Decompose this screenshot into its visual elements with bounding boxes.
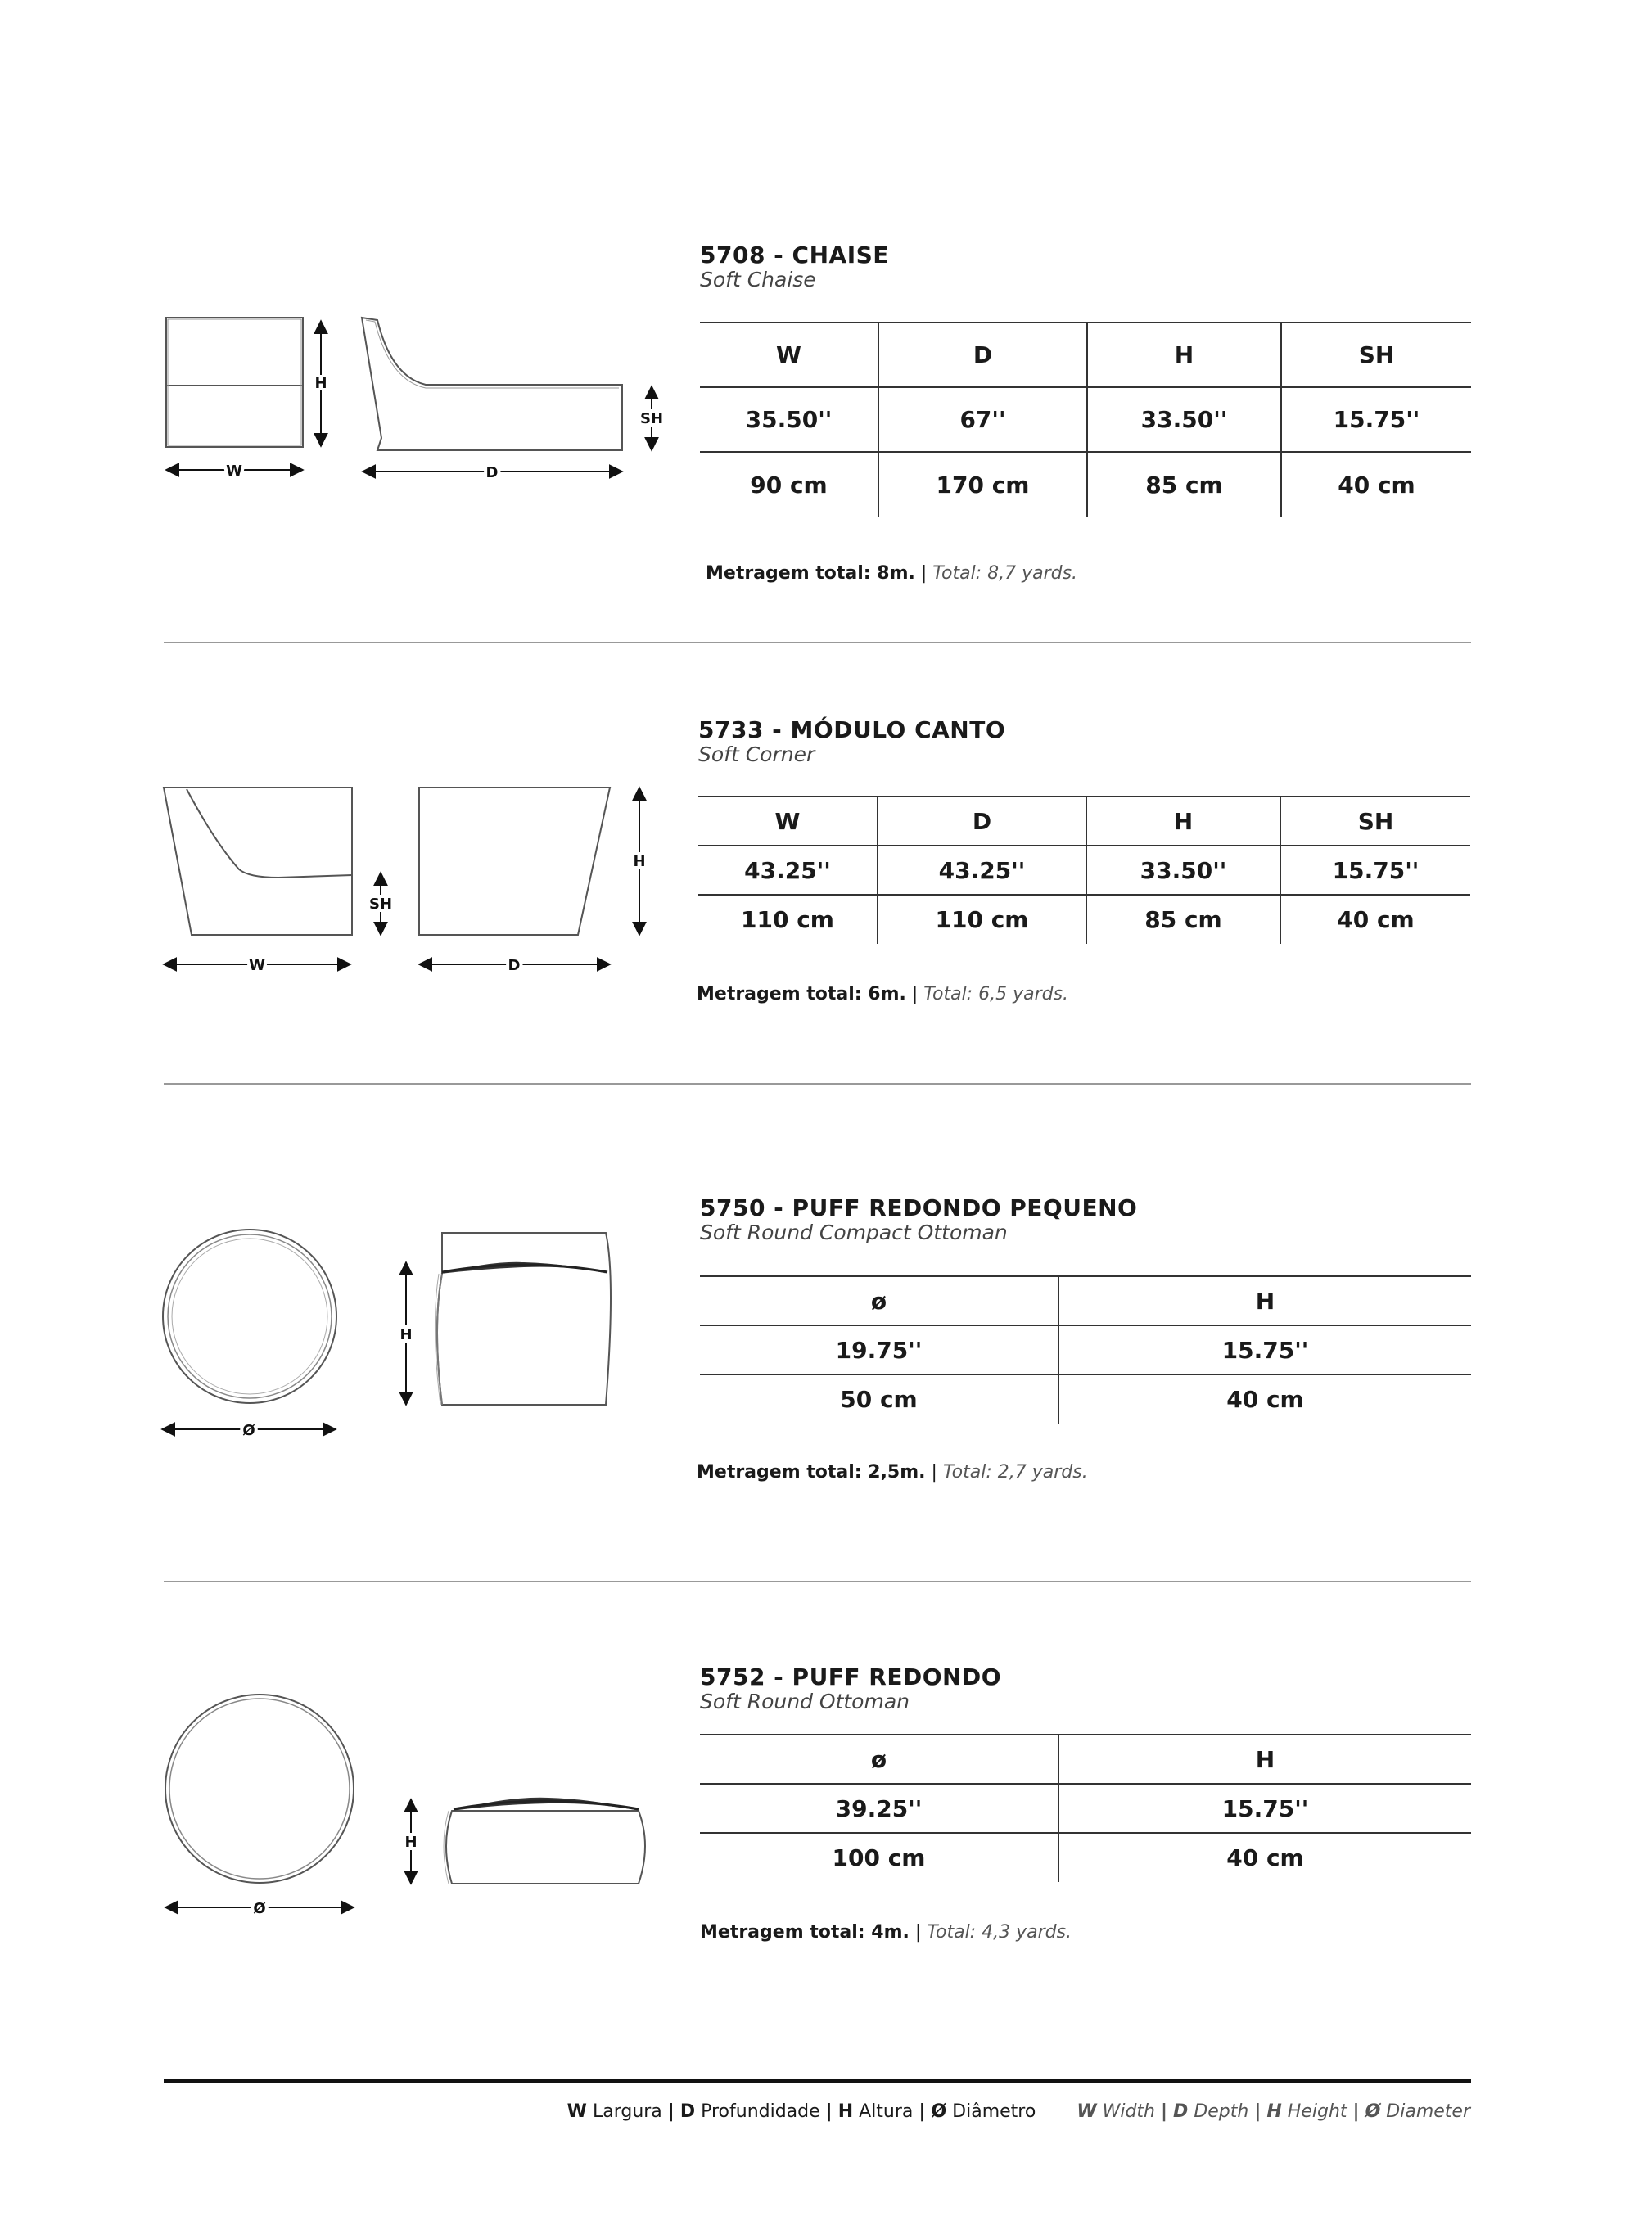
table-cell: 35.50'' — [700, 387, 878, 452]
small-puff-subtitle: Soft Round Compact Ottoman — [700, 1221, 1008, 1244]
table-cell: 33.50'' — [1086, 846, 1280, 895]
table-cell: 19.75'' — [700, 1325, 1058, 1374]
chaise-header-d: D — [878, 323, 1087, 387]
table-cell: 85 cm — [1087, 452, 1281, 517]
footer-legend-en — [1077, 2101, 1470, 2122]
chaise-row-inches — [700, 387, 1471, 452]
small-puff-side-view — [435, 1233, 611, 1405]
note-separator: | — [914, 1922, 922, 1943]
note-separator: | — [931, 1462, 937, 1483]
table-cell: 39.25'' — [700, 1784, 1058, 1833]
legend-abbr: W — [1077, 2101, 1097, 2122]
puff-side-view — [444, 1811, 645, 1884]
table-cell: 67'' — [878, 387, 1087, 452]
table-cell: 90 cm — [700, 452, 878, 517]
puff-header-h: H — [1058, 1735, 1471, 1784]
table-cell: 15.75'' — [1058, 1784, 1471, 1833]
legend-label: Profundidade — [701, 2101, 820, 2122]
corner-fabric-note — [697, 984, 1068, 1004]
legend-abbr: D — [1173, 2101, 1189, 2122]
legend-abbr: H — [837, 2101, 854, 2122]
corner-label-sh: SH — [368, 896, 393, 913]
small-puff-spec-table — [700, 1275, 1471, 1424]
small-puff-cushion-texture — [440, 1262, 607, 1274]
legend-separator: | — [825, 2101, 833, 2122]
legend-abbr: D — [679, 2101, 696, 2122]
puff-cushion-texture — [452, 1798, 640, 1811]
note-italic: Total: 6,5 yards. — [923, 984, 1069, 1004]
puff-header-dia: ø — [700, 1735, 1058, 1784]
puff-label-h: H — [404, 1834, 418, 1851]
legend-abbr: H — [1266, 2101, 1282, 2122]
legend-separator: | — [1352, 2101, 1360, 2122]
corner-header-w: W — [698, 797, 878, 846]
chaise-header-h: H — [1087, 323, 1281, 387]
note-italic: Total: 2,7 yards. — [942, 1462, 1088, 1483]
corner-label-w: W — [249, 957, 265, 974]
note-bold: Metragem total: 6m. — [697, 984, 906, 1004]
small-puff-label-h: H — [399, 1326, 413, 1343]
chaise-side-view — [362, 318, 622, 450]
footer-rule — [164, 2079, 1471, 2083]
table-cell: 15.75'' — [1058, 1325, 1471, 1374]
corner-side-view — [419, 788, 610, 935]
small-puff-row-cm — [700, 1374, 1471, 1424]
corner-header-sh: SH — [1280, 797, 1470, 846]
chaise-label-w: W — [226, 463, 242, 480]
corner-label-d: D — [508, 957, 521, 974]
table-cell: 15.75'' — [1280, 846, 1470, 895]
note-italic: Total: 8,7 yards. — [932, 563, 1078, 584]
table-cell: 110 cm — [878, 895, 1086, 944]
small-puff-label-dia: Ø — [242, 1422, 255, 1439]
chaise-label-h: H — [314, 375, 327, 392]
chaise-header-sh: SH — [1281, 323, 1471, 387]
table-cell: 33.50'' — [1087, 387, 1281, 452]
chaise-subtitle: Soft Chaise — [700, 268, 816, 291]
table-cell: 15.75'' — [1281, 387, 1471, 452]
legend-abbr: Ø — [1365, 2101, 1381, 2122]
chaise-spec-table — [700, 322, 1471, 517]
footer-legend — [567, 2101, 1470, 2122]
small-puff-fabric-note — [697, 1462, 1088, 1483]
table-cell: 40 cm — [1058, 1833, 1471, 1882]
table-cell: 170 cm — [878, 452, 1087, 517]
table-cell: 43.25'' — [698, 846, 878, 895]
legend-label: Diâmetro — [952, 2101, 1036, 2122]
note-bold: Metragem total: 8m. — [706, 563, 915, 584]
small-puff-top-view — [163, 1230, 336, 1403]
corner-header-h: H — [1086, 797, 1280, 846]
section-divider — [164, 642, 1471, 643]
chaise-label-sh: SH — [639, 410, 664, 427]
legend-separator: | — [1254, 2101, 1262, 2122]
legend-abbr: W — [566, 2101, 587, 2122]
chaise-label-d: D — [485, 464, 499, 481]
puff-subtitle: Soft Round Ottoman — [700, 1690, 910, 1713]
table-cell: 50 cm — [700, 1374, 1058, 1424]
note-bold: Metragem total: 2,5m. — [697, 1462, 926, 1483]
puff-spec-table — [700, 1734, 1471, 1882]
legend-label: Altura — [859, 2101, 914, 2122]
legend-label: Depth — [1194, 2101, 1249, 2122]
legend-label: Width — [1102, 2101, 1155, 2122]
corner-row-inches — [698, 846, 1470, 895]
corner-row-cm — [698, 895, 1470, 944]
puff-row-cm — [700, 1833, 1471, 1882]
corner-subtitle: Soft Corner — [698, 742, 815, 766]
chaise-front-view — [166, 318, 303, 447]
legend-separator: | — [919, 2101, 926, 2122]
section-divider — [164, 1581, 1471, 1582]
chaise-title: 5708 - CHAISE — [700, 241, 889, 269]
table-cell: 40 cm — [1280, 895, 1470, 944]
table-cell: 40 cm — [1058, 1374, 1471, 1424]
chaise-fabric-note — [706, 563, 1077, 584]
legend-separator: | — [1161, 2101, 1168, 2122]
table-cell: 43.25'' — [878, 846, 1086, 895]
puff-row-inches — [700, 1784, 1471, 1833]
corner-label-h: H — [633, 853, 646, 870]
footer-legend-pt — [567, 2101, 1042, 2122]
puff-label-dia: Ø — [253, 1900, 266, 1917]
legend-separator: | — [667, 2101, 675, 2122]
legend-label: Height — [1287, 2101, 1347, 2122]
note-italic: Total: 4,3 yards. — [927, 1922, 1072, 1943]
note-separator: | — [920, 563, 928, 584]
small-puff-title: 5750 - PUFF REDONDO PEQUENO — [700, 1194, 1138, 1221]
table-cell: 40 cm — [1281, 452, 1471, 517]
chaise-row-cm — [700, 452, 1471, 517]
puff-top-view — [165, 1695, 354, 1883]
legend-abbr: Ø — [931, 2101, 947, 2122]
small-puff-header-dia: ø — [700, 1276, 1058, 1325]
small-puff-header-h: H — [1058, 1276, 1471, 1325]
table-cell: 100 cm — [700, 1833, 1058, 1882]
chaise-header-w: W — [700, 323, 878, 387]
small-puff-row-inches — [700, 1325, 1471, 1374]
table-cell: 110 cm — [698, 895, 878, 944]
corner-spec-table — [698, 796, 1470, 944]
corner-front-view — [164, 788, 352, 935]
legend-label: Diameter — [1386, 2101, 1470, 2122]
legend-label: Largura — [592, 2101, 662, 2122]
puff-title: 5752 - PUFF REDONDO — [700, 1663, 1002, 1690]
note-separator: | — [911, 984, 919, 1004]
table-cell: 85 cm — [1086, 895, 1280, 944]
puff-fabric-note — [700, 1922, 1072, 1943]
note-bold: Metragem total: 4m. — [700, 1922, 910, 1943]
section-divider — [164, 1083, 1471, 1085]
corner-header-d: D — [878, 797, 1086, 846]
corner-title: 5733 - MÓDULO CANTO — [698, 716, 1006, 743]
